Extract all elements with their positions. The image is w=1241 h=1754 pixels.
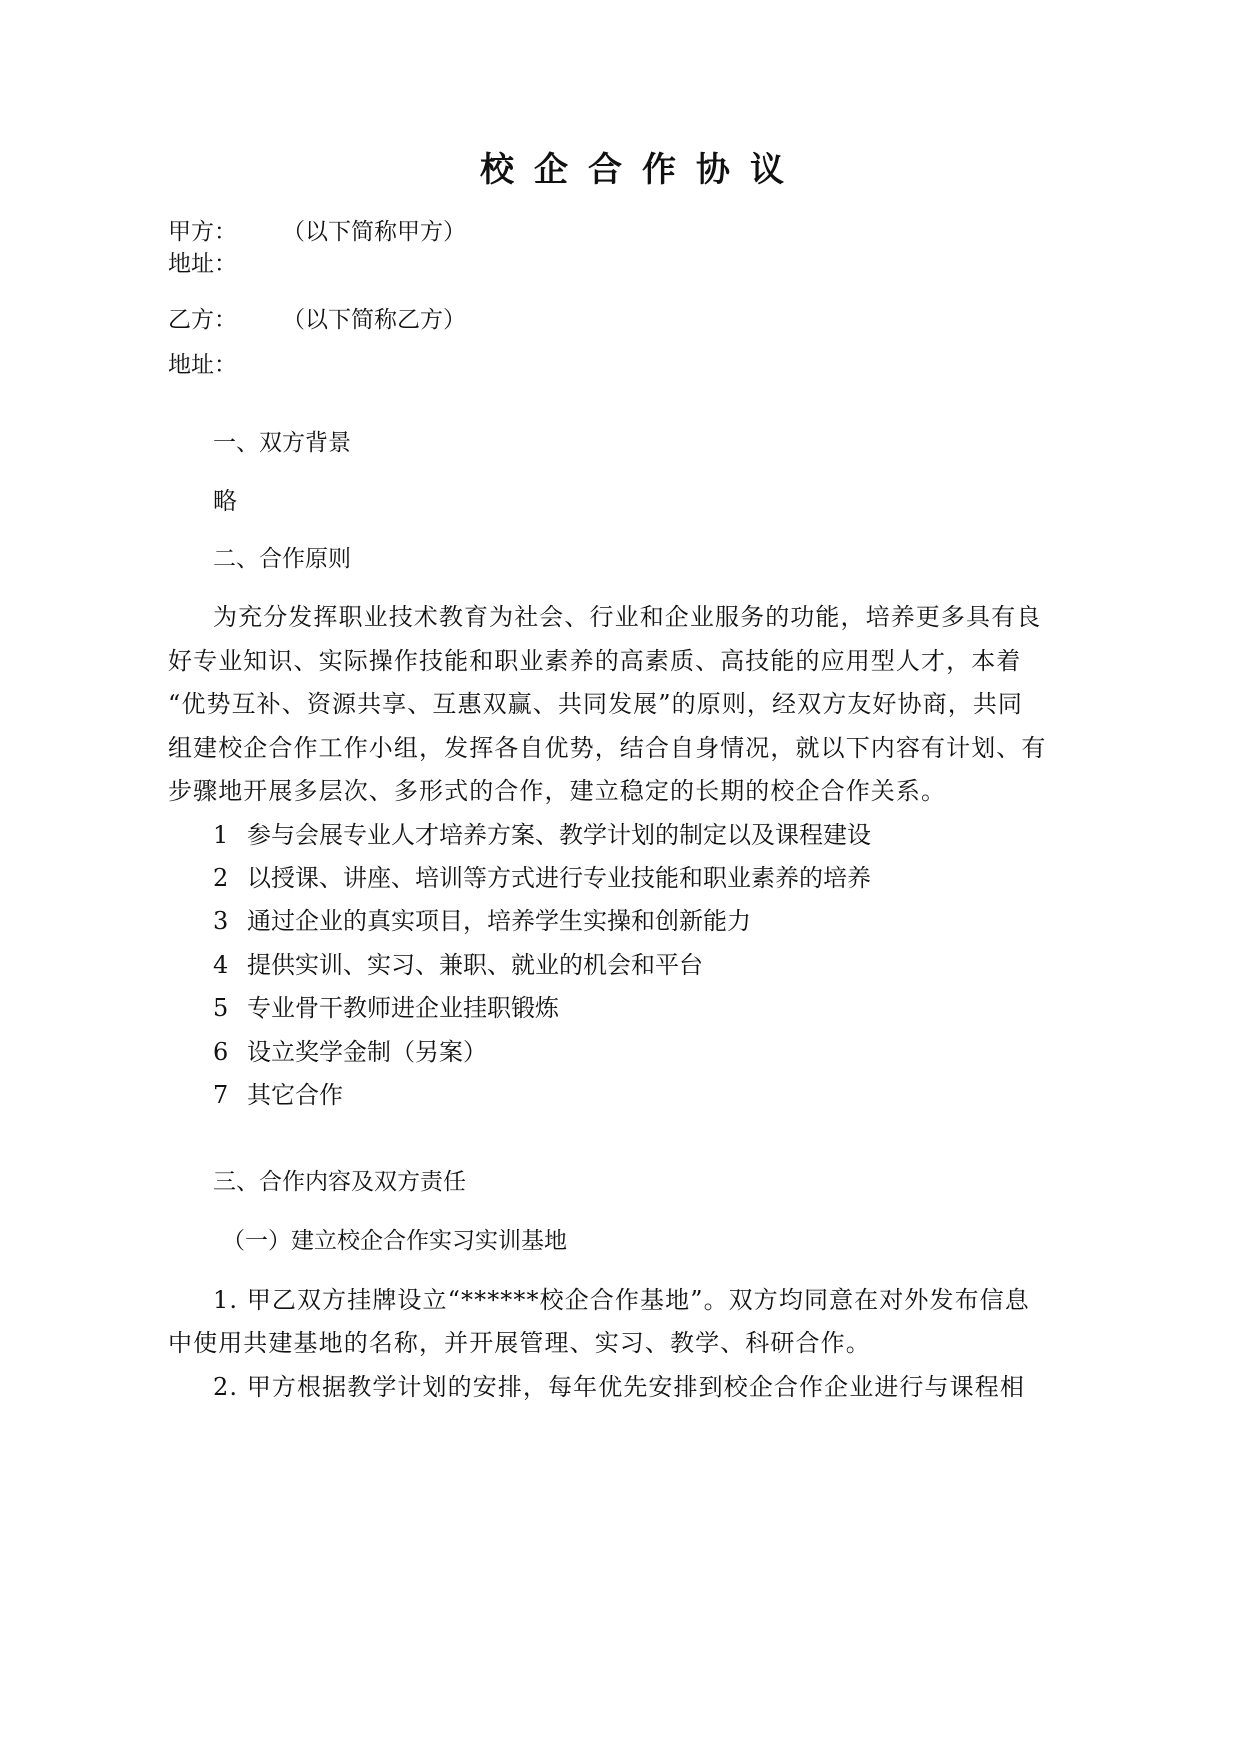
section-3-heading: 三、合作内容及双方责任: [213, 1169, 466, 1195]
party-a-address-label: 地址：: [168, 251, 237, 277]
section-2-heading: 二、合作原则: [213, 546, 351, 572]
principle-paragraph-line: 组建校企合作工作小组，发挥各自优势，结合自身情况，就以下内容有计划、有: [168, 734, 1047, 762]
clause-line: 2. 甲方根据教学计划的安排，每年优先安排到校企合作企业进行与课程相: [213, 1373, 1025, 1401]
list-item-text: 提供实训、实习、兼职、就业的机会和平台: [247, 951, 703, 979]
party-a-label: 甲方：: [168, 219, 237, 245]
document-title: 校企合作协议: [480, 150, 804, 190]
list-item-number: 4: [213, 951, 229, 979]
principle-paragraph-line: 为充分发挥职业技术教育为社会、行业和企业服务的功能，培养更多具有良: [213, 603, 1042, 631]
party-b-label: 乙方：: [168, 307, 237, 333]
party-a-note: （以下简称甲方）: [282, 219, 466, 245]
list-item-number: 5: [213, 994, 229, 1022]
principle-paragraph-line: 好专业知识、实际操作技能和职业素养的高素质、高技能的应用型人才，本着: [168, 647, 1022, 675]
list-item-text: 以授课、讲座、培训等方式进行专业技能和职业素养的培养: [247, 864, 871, 892]
section-1-heading: 一、双方背景: [213, 430, 351, 456]
section-1-body: 略: [213, 487, 237, 515]
list-item-text: 其它合作: [247, 1081, 343, 1109]
list-item-number: 6: [213, 1038, 229, 1066]
clause-line: 中使用共建基地的名称，并开展管理、实习、教学、科研合作。: [168, 1329, 871, 1357]
party-b-address-label: 地址：: [168, 352, 237, 378]
list-item-number: 1: [213, 821, 229, 849]
principle-paragraph-line: “优势互补、资源共享、互惠双赢、共同发展”的原则，经双方友好协商，共同: [168, 690, 1024, 718]
section-3-subheading: （一）建立校企合作实习实训基地: [222, 1228, 567, 1254]
list-item-text: 通过企业的真实项目，培养学生实操和创新能力: [247, 907, 751, 935]
clause-line: 1. 甲乙双方挂牌设立“******校企合作基地”。双方均同意在对外发布信息: [213, 1286, 1030, 1314]
list-item-text: 设立奖学金制（另案）: [247, 1038, 487, 1066]
principle-paragraph-line: 步骤地开展多层次、多形式的合作，建立稳定的长期的校企合作关系。: [168, 777, 947, 805]
list-item-text: 专业骨干教师进企业挂职锻炼: [247, 994, 559, 1022]
list-item-number: 3: [213, 907, 229, 935]
list-item-number: 7: [213, 1081, 229, 1109]
list-item-text: 参与会展专业人才培养方案、教学计划的制定以及课程建设: [247, 821, 871, 849]
list-item-number: 2: [213, 864, 229, 892]
party-b-note: （以下简称乙方）: [282, 307, 466, 333]
